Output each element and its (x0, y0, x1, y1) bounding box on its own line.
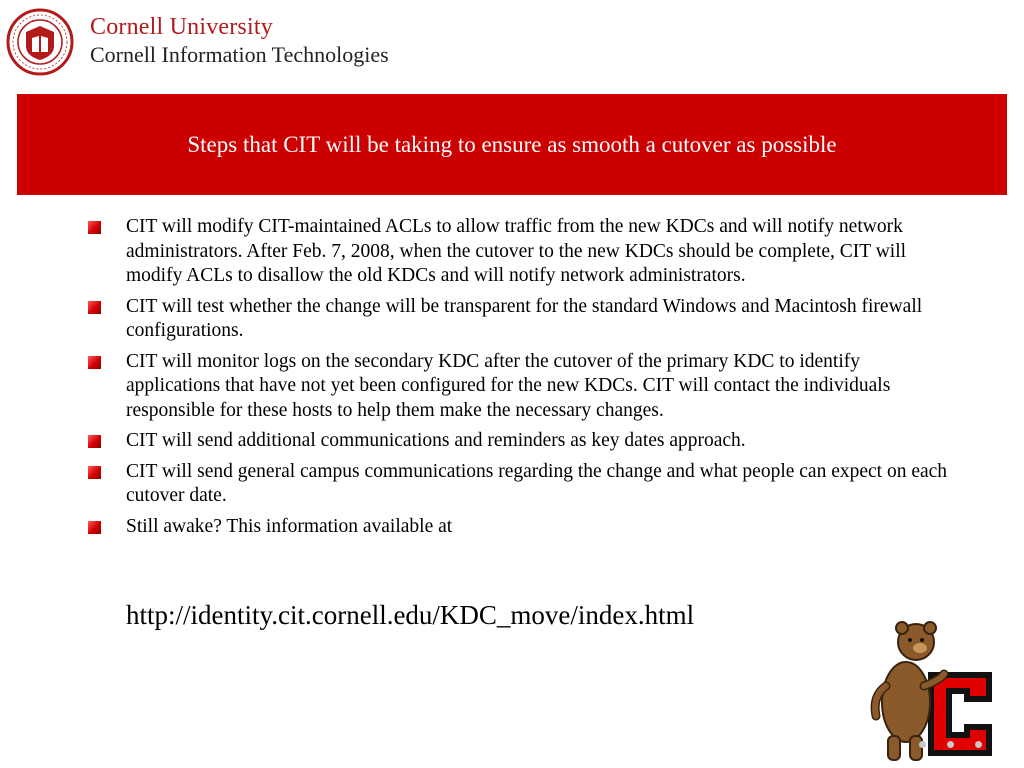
bullet-text: CIT will monitor logs on the secondary KDC after the cutover of the primary KDC to identify applications that have not yet been configured for the new KDCs. CIT will contact the individuals responsible for these hosts to help them make the necessary changes. (126, 350, 891, 421)
bullet-item (88, 429, 948, 454)
bullet-square-icon (88, 466, 101, 479)
bullet-square-icon (88, 356, 101, 369)
department-name: Cornell Information Technologies (90, 42, 389, 67)
bullet-text: CIT will test whether the change will be transparent for the standard Windows and Macintosh firewall configurations. (126, 295, 923, 341)
page-header (0, 0, 1024, 90)
bullet-text: Still awake? This information available at (126, 515, 453, 537)
bullet-list (88, 215, 948, 545)
bullet-item (88, 515, 948, 540)
dot (919, 741, 926, 748)
bullet-item (88, 460, 948, 509)
dot (975, 741, 982, 748)
bullet-item (88, 215, 948, 289)
bullet-text: CIT will send additional communications and reminders as key dates approach. (126, 430, 746, 451)
bullet-square-icon (88, 301, 101, 314)
bullet-text: CIT will send general campus communications regarding the change and what people can expect on each cutover date. (126, 460, 948, 506)
slide-title: Steps that CIT will be taking to ensure as smooth a cutover as possible (187, 131, 837, 157)
bullet-square-icon (88, 221, 101, 234)
bullet-item (88, 350, 948, 424)
bullet-square-icon (88, 435, 101, 448)
info-link[interactable]: http://identity.cit.cornell.edu/KDC_move/index.html (126, 600, 695, 630)
cornell-seal-icon (6, 8, 74, 76)
title-banner (17, 94, 1007, 195)
university-name: Cornell University (90, 14, 273, 40)
bullet-square-icon (88, 521, 101, 534)
bullet-text: CIT will modify CIT-maintained ACLs to allow traffic from the new KDCs and will notify network administrators. After Feb. 7, 2008, when the cutover to the new KDCs should be complete, CIT will modify ACLs to disallow the old KDCs and will notify network administrators. (126, 216, 907, 286)
dot (947, 741, 954, 748)
bullet-item (88, 295, 948, 344)
pagination-dots-icon (919, 741, 989, 751)
